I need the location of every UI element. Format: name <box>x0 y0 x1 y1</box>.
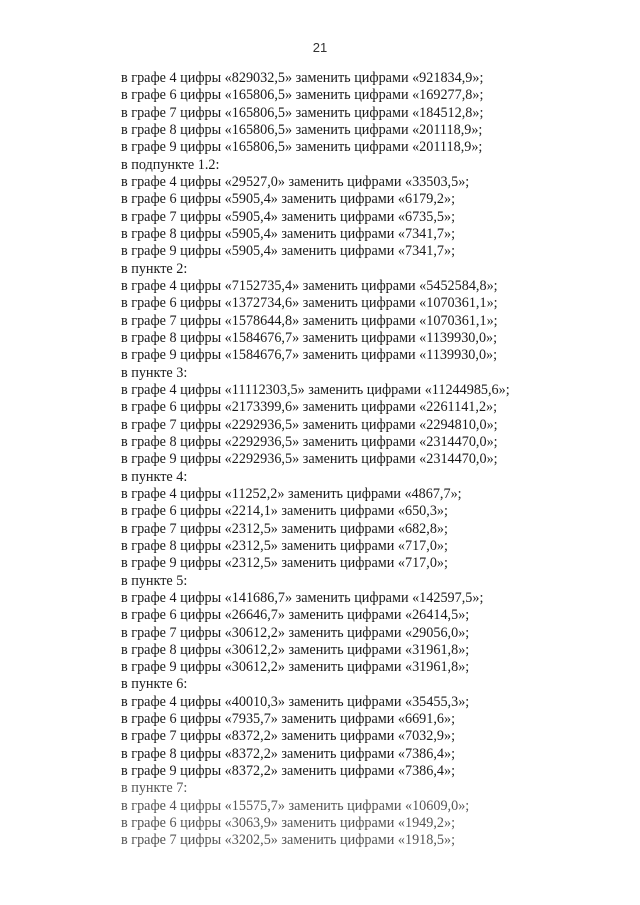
amendment-line: в графе 8 цифры «5905,4» заменить цифрами «7341,7»; <box>121 225 456 242</box>
amendment-line: в графе 9 цифры «30612,2» заменить цифрами «31961,8»; <box>121 659 470 676</box>
amendment-line: в графе 6 цифры «2214,1» заменить цифрами «650,3»; <box>121 503 448 520</box>
amendment-line: в графе 7 цифры «3202,5» заменить цифрами «1918,5»; <box>121 832 456 849</box>
document-body <box>121 70 601 850</box>
section-heading: в пункте 6: <box>121 676 188 693</box>
amendment-line: в графе 4 цифры «15575,7» заменить цифрами «10609,0»; <box>121 797 470 814</box>
amendment-line: в графе 6 цифры «1372734,6» заменить цифрами «1070361,1»; <box>121 295 498 312</box>
amendment-line: в графе 8 цифры «2312,5» заменить цифрами «717,0»; <box>121 537 448 554</box>
amendment-line: в графе 4 цифры «141686,7» заменить цифрами «142597,5»; <box>121 589 484 606</box>
amendment-line: в графе 4 цифры «11112303,5» заменить цифрами «11244985,6»; <box>121 381 510 398</box>
amendment-line: в графе 7 цифры «2292936,5» заменить цифрами «2294810,0»; <box>121 416 498 433</box>
amendment-line: в графе 9 цифры «8372,2» заменить цифрами «7386,4»; <box>121 763 456 780</box>
amendment-line: в графе 9 цифры «165806,5» заменить цифрами «201118,9»; <box>121 139 483 156</box>
amendment-line: в графе 9 цифры «5905,4» заменить цифрами «7341,7»; <box>121 243 456 260</box>
amendment-line: в графе 9 цифры «2292936,5» заменить цифрами «2314470,0»; <box>121 451 498 468</box>
amendment-line: в графе 9 цифры «2312,5» заменить цифрами «717,0»; <box>121 555 448 572</box>
amendment-line: в графе 6 цифры «5905,4» заменить цифрами «6179,2»; <box>121 191 456 208</box>
amendment-line: в графе 7 цифры «165806,5» заменить цифрами «184512,8»; <box>121 104 484 121</box>
amendment-line: в графе 6 цифры «7935,7» заменить цифрами «6691,6»; <box>121 711 456 728</box>
amendment-line: в графе 4 цифры «829032,5» заменить цифрами «921834,9»; <box>121 70 484 86</box>
amendment-line: в графе 7 цифры «30612,2» заменить цифрами «29056,0»; <box>121 624 470 641</box>
amendment-line: в графе 7 цифры «2312,5» заменить цифрами «682,8»; <box>121 520 448 537</box>
section-heading: в пункте 2: <box>121 260 188 277</box>
amendment-line: в графе 8 цифры «1584676,7» заменить цифрами «1139930,0»; <box>121 329 498 346</box>
amendment-line: в графе 7 цифры «5905,4» заменить цифрами «6735,5»; <box>121 208 456 225</box>
page-number: 21 <box>312 40 328 55</box>
amendment-line: в графе 6 цифры «26646,7» заменить цифрами «26414,5»; <box>121 607 470 624</box>
amendment-line: в графе 8 цифры «165806,5» заменить цифрами «201118,9»; <box>121 121 483 138</box>
amendment-line: в графе 8 цифры «30612,2» заменить цифрами «31961,8»; <box>121 641 470 658</box>
amendment-line: в графе 9 цифры «1584676,7» заменить цифрами «1139930,0»; <box>121 347 498 364</box>
amendment-line: в графе 6 цифры «165806,5» заменить цифрами «169277,8»; <box>121 87 484 104</box>
amendment-line: в графе 7 цифры «8372,2» заменить цифрами «7032,9»; <box>121 728 456 745</box>
section-heading: в пункте 5: <box>121 572 188 589</box>
amendment-line: в графе 4 цифры «7152735,4» заменить цифрами «5452584,8»; <box>121 277 498 294</box>
section-heading: в пункте 4: <box>121 468 188 485</box>
section-heading: в подпункте 1.2: <box>121 156 220 173</box>
amendment-line: в графе 4 цифры «40010,3» заменить цифрами «35455,3»; <box>121 693 470 710</box>
amendment-line: в графе 6 цифры «2173399,6» заменить цифрами «2261141,2»; <box>121 399 498 416</box>
section-heading: в пункте 3: <box>121 364 188 381</box>
amendment-line: в графе 8 цифры «2292936,5» заменить цифрами «2314470,0»; <box>121 433 498 450</box>
amendment-line: в графе 4 цифры «11252,2» заменить цифрами «4867,7»; <box>121 485 462 502</box>
amendment-line: в графе 4 цифры «29527,0» заменить цифрами «33503,5»; <box>121 173 470 190</box>
amendment-line: в графе 6 цифры «3063,9» заменить цифрами «1949,2»; <box>121 815 456 832</box>
section-heading: в пункте 7: <box>121 780 188 797</box>
amendment-line: в графе 7 цифры «1578644,8» заменить цифрами «1070361,1»; <box>121 312 498 329</box>
amendment-line: в графе 8 цифры «8372,2» заменить цифрами «7386,4»; <box>121 745 456 762</box>
